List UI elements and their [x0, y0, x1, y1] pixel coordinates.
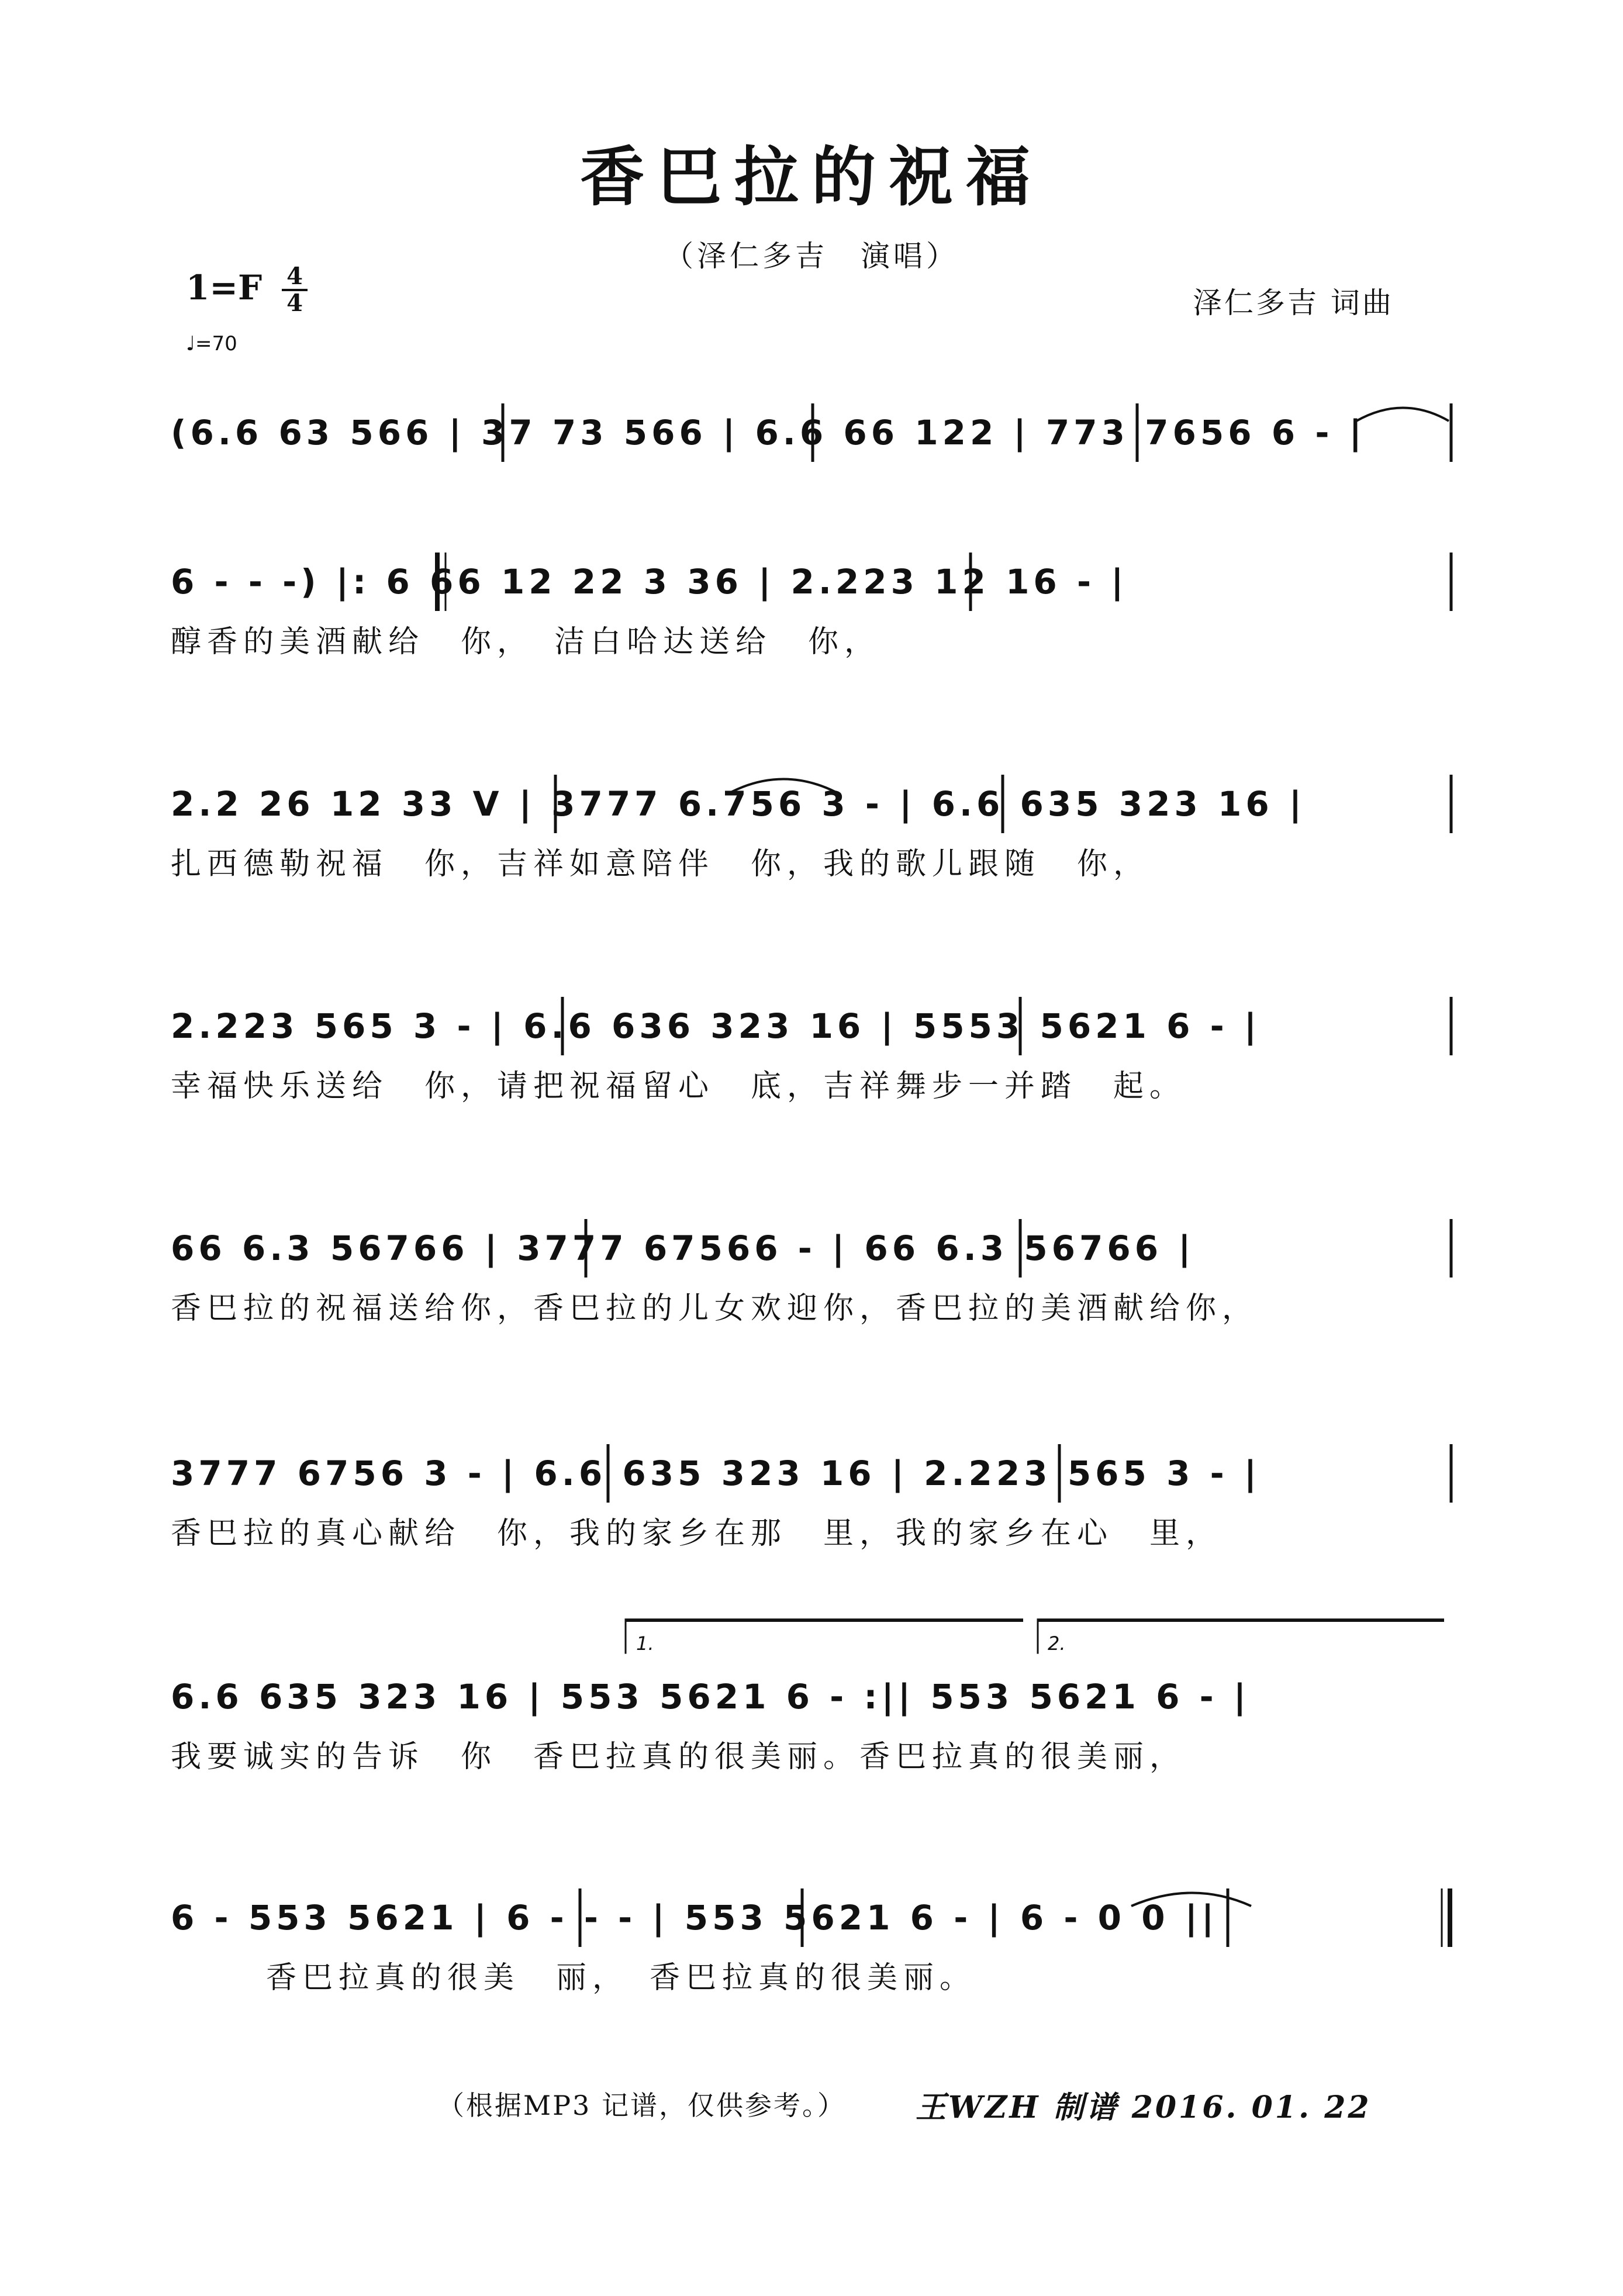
- time-signature-top: 4: [282, 264, 308, 291]
- footer-credit: 王WZH 制谱 2016. 01. 22: [916, 2090, 1372, 2125]
- lyric-line: 扎西德勒祝福 你，吉祥如意陪伴 你，我的歌儿跟随 你，: [171, 847, 1150, 882]
- notes-line: 6.6 635 323 16 | 553 5621 6 - :|| 553 5621 6 - |: [171, 1677, 1251, 1717]
- notes-line: 2.223 565 3 - | 6.6 636 323 16 | 5553 5621 6 - |: [171, 1006, 1261, 1046]
- time-signature-bottom: 4: [286, 289, 303, 317]
- key-signature: 1=F: [186, 268, 263, 308]
- lyric-line: 幸福快乐送给 你，请把祝福留心 底，吉祥舞步一并踏 起。: [171, 1069, 1186, 1104]
- lyric-line: 香巴拉的真心献给 你，我的家乡在那 里，我的家乡在心 里，: [171, 1516, 1223, 1551]
- time-signature: [282, 264, 308, 316]
- song-title: 香巴拉的祝福: [580, 139, 1043, 215]
- volta-second: 2.: [1048, 1632, 1066, 1655]
- notes-line: 66 6.3 56766 | 3777 67566 - | 66 6.3 56766 |: [171, 1228, 1195, 1268]
- notes-line: 6 - - -) |: 6 66 12 22 3 36 | 2.223 12 16 - |: [171, 562, 1128, 602]
- notes-line: 2.2 26 12 33 V | 3777 6.756 3 - | 6.6 635 323 16 |: [171, 784, 1306, 824]
- lyric-line: 我要诚实的告诉 你 香巴拉真的很美丽。香巴拉真的很美丽，: [171, 1739, 1186, 1774]
- lyric-line: 香巴拉的祝福送给你，香巴拉的儿女欢迎你，香巴拉的美酒献给你，: [171, 1291, 1259, 1326]
- lyric-line: 醇香的美酒献给 你， 洁白哈达送给 你，: [171, 624, 881, 660]
- performer-line: （泽仁多吉 演唱）: [664, 239, 959, 273]
- notes-line: 6 - 553 5621 | 6 - - - | 553 5621 6 - | 6 - 0 0 ||: [171, 1898, 1218, 1938]
- tempo-marking: ♩=70: [186, 332, 237, 355]
- lyric-line: 香巴拉真的很美 丽， 香巴拉真的很美丽。: [266, 1960, 976, 1995]
- notes-line: (6.6 63 566 | 37 73 566 | 6.6 66 122 | 773 7656 6 - |: [171, 413, 1366, 453]
- volta-first: 1.: [636, 1632, 654, 1655]
- footer-note: （根据MP3 记谱，仅供参考。）: [437, 2090, 846, 2121]
- notes-line: 3777 6756 3 - | 6.6 635 323 16 | 2.223 565 3 - |: [171, 1453, 1261, 1493]
- composer-credit: 泽仁多吉 词曲: [1193, 286, 1394, 320]
